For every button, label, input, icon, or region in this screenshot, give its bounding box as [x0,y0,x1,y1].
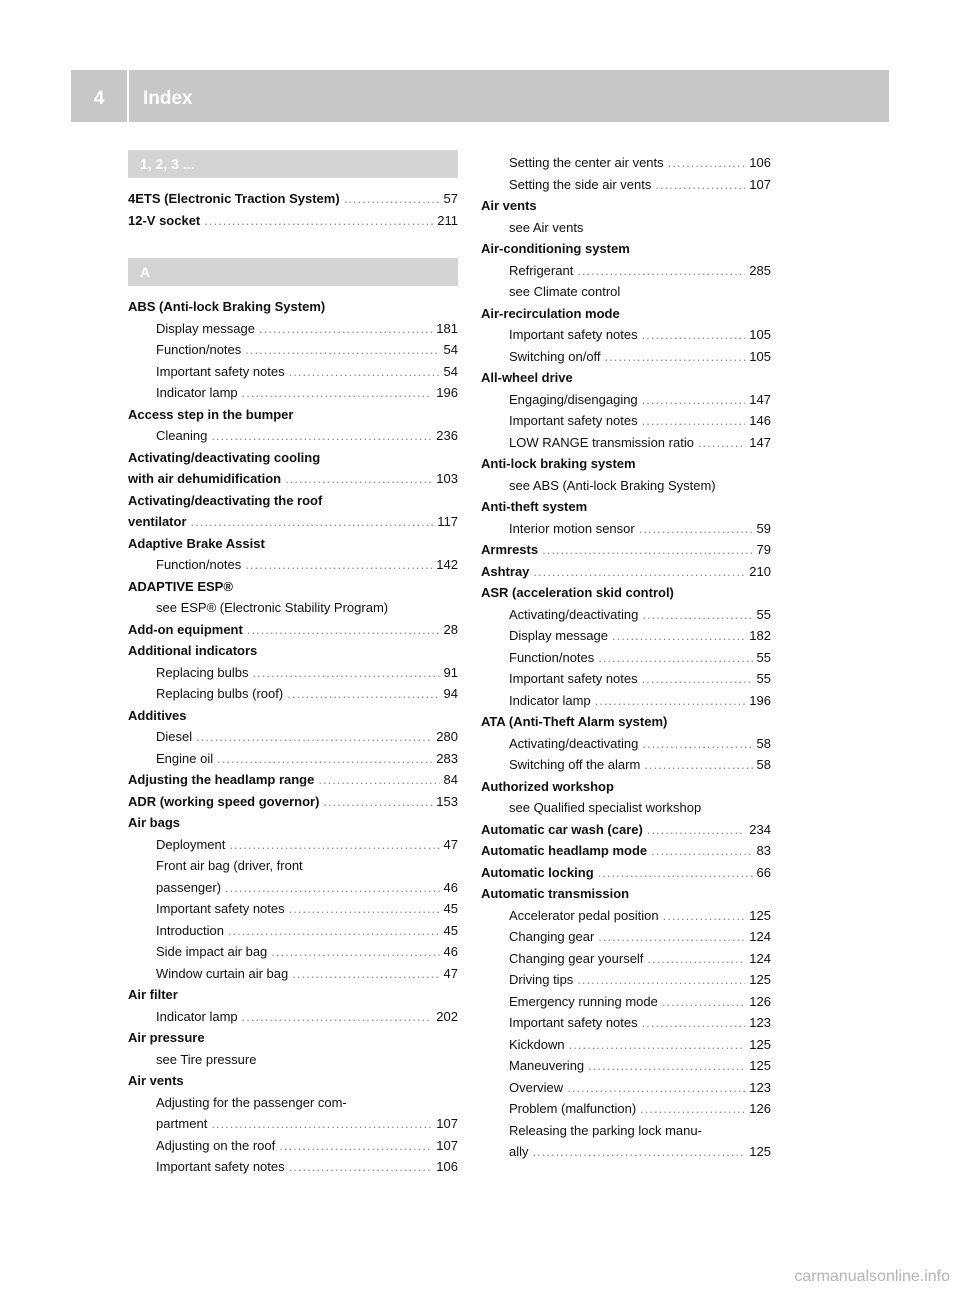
index-heading: Air filter [128,987,178,1002]
index-heading: ASR (acceleration skid control) [481,585,674,600]
index-heading: Anti-lock braking system [481,456,636,471]
index-subentry: Activating/deactivating ..... 58 [481,733,771,755]
section-header-numbers: 1, 2, 3 ... [128,150,458,178]
index-heading: ABS (Anti-lock Braking System) [128,299,326,314]
index-entry: ventilator ..... 117 [128,511,458,533]
index-subentry: Replacing bulbs (roof) ..... 94 [128,683,458,705]
index-heading: Automatic transmission [481,886,630,901]
index-entry: with air dehumidification ..... 103 [128,468,458,490]
index-heading: Air vents [481,198,537,213]
index-entry: Add-on equipment ..... 28 [128,619,458,641]
index-subentry: Important safety notes ..... 54 [128,361,458,383]
index-entry: Automatic car wash (care) ..... 234 [481,819,771,841]
index-subentry: Changing gear yourself ..... 124 [481,948,771,970]
index-entry: 12-V socket ..... 211 [128,210,458,232]
index-column-right [481,152,771,1163]
index-subentry: Indicator lamp ..... 202 [128,1006,458,1028]
index-entry: Armrests ..... 79 [481,539,771,561]
index-subentry: Switching off the alarm ..... 58 [481,754,771,776]
watermark-text: carmanualsonline.info [794,1268,950,1285]
index-subentry: Indicator lamp ..... 196 [481,690,771,712]
index-crossref: see ABS (Anti-lock Braking System) [509,477,716,493]
page-title: Index [143,88,193,109]
index-subentry: ally ..... 125 [481,1141,771,1163]
index-heading: ATA (Anti-Theft Alarm system) [481,714,668,729]
index-crossref: see Climate control [509,284,621,299]
index-subentry: Refrigerant ..... 285 [481,260,771,282]
index-subentry: Problem (malfunction) ..... 126 [481,1098,771,1120]
index-subentry: Emergency running mode ..... 126 [481,991,771,1013]
index-subentry: Introduction ..... 45 [128,920,458,942]
page-number: 4 [93,88,105,109]
index-entry: ADR (working speed governor) ..... 153 [128,791,458,813]
index-subentry: Deployment ..... 47 [128,834,458,856]
index-heading: Air vents [128,1073,184,1088]
index-subentry: Window curtain air bag ..... 47 [128,963,458,985]
index-subentry: passenger) ..... 46 [128,877,458,899]
index-subentry: Maneuvering ..... 125 [481,1055,771,1077]
index-entry: Adjusting the headlamp range ..... 84 [128,769,458,791]
index-subentry: Switching on/off ..... 105 [481,346,771,368]
index-crossref: see ESP® (Electronic Stability Program) [156,600,389,615]
index-subentry: partment ..... 107 [128,1113,458,1135]
index-heading: Additional indicators [128,643,258,658]
index-subentry: Important safety notes ..... 106 [128,1156,458,1178]
index-crossref: see Tire pressure [156,1051,257,1067]
index-heading: Additives [128,707,187,723]
index-subentry: Adjusting on the roof ..... 107 [128,1135,458,1157]
index-subentry: Front air bag (driver, front [156,858,303,873]
index-subentry: Engine oil ..... 283 [128,748,458,770]
index-subentry: Diesel ..... 280 [128,726,458,748]
index-subentry: Function/notes ..... 142 [128,554,458,576]
index-entry: Automatic headlamp mode ..... 83 [481,840,771,862]
page-header [71,70,889,122]
index-subentry: Overview ..... 123 [481,1077,771,1099]
index-subentry: Engaging/disengaging ..... 147 [481,389,771,411]
index-heading: Authorized workshop [481,778,614,794]
index-column-left [128,150,458,1178]
index-heading: Activating/deactivating cooling [128,449,321,465]
index-subentry: LOW RANGE transmission ratio ..... 147 [481,432,771,454]
index-crossref: see Qualified specialist workshop [509,800,702,815]
index-subentry: Side impact air bag ..... 46 [128,941,458,963]
index-subentry: Adjusting for the passenger com- [156,1094,347,1110]
index-heading: Activating/deactivating the roof [128,492,323,508]
index-subentry: Changing gear ..... 124 [481,926,771,948]
index-crossref: see Air vents [509,219,584,235]
index-heading: ADAPTIVE ESP® [128,578,233,594]
index-subentry: Interior motion sensor ..... 59 [481,518,771,540]
index-subentry: Setting the center air vents ..... 106 [481,152,771,174]
index-subentry: Function/notes ..... 55 [481,647,771,669]
index-entry: Automatic locking ..... 66 [481,862,771,884]
index-heading: Anti-theft system [481,499,588,514]
index-subentry: Important safety notes ..... 55 [481,668,771,690]
index-subentry: Function/notes ..... 54 [128,339,458,361]
index-subentry: Important safety notes ..... 123 [481,1012,771,1034]
index-heading: Access step in the bumper [128,406,294,422]
index-heading: Air-conditioning system [481,241,630,256]
index-subentry: Indicator lamp ..... 196 [128,382,458,404]
index-subentry: Setting the side air vents ..... 107 [481,174,771,196]
index-heading: All-wheel drive [481,370,573,385]
index-subentry: Display message ..... 182 [481,625,771,647]
index-subentry: Driving tips ..... 125 [481,969,771,991]
index-subentry: Important safety notes ..... 146 [481,410,771,432]
index-subentry: Display message ..... 181 [128,318,458,340]
header-divider [127,70,129,122]
index-subentry: Important safety notes ..... 105 [481,324,771,346]
index-heading: Adaptive Brake Assist [128,535,265,551]
index-subentry: Important safety notes ..... 45 [128,898,458,920]
index-subentry: Activating/deactivating ..... 55 [481,604,771,626]
index-entry: 4ETS (Electronic Traction System) ..... 57 [128,188,458,210]
index-subentry: Accelerator pedal position ..... 125 [481,905,771,927]
index-heading: Air pressure [128,1030,205,1045]
index-entry: Ashtray ..... 210 [481,561,771,583]
index-heading: Air bags [128,815,181,830]
index-subentry: Kickdown ..... 125 [481,1034,771,1056]
index-subentry: Replacing bulbs ..... 91 [128,662,458,684]
index-subentry: Releasing the parking lock manu- [509,1122,702,1138]
section-header-a: A [128,258,458,286]
index-subentry: Cleaning ..... 236 [128,425,458,447]
index-heading: Air-recirculation mode [481,305,620,321]
